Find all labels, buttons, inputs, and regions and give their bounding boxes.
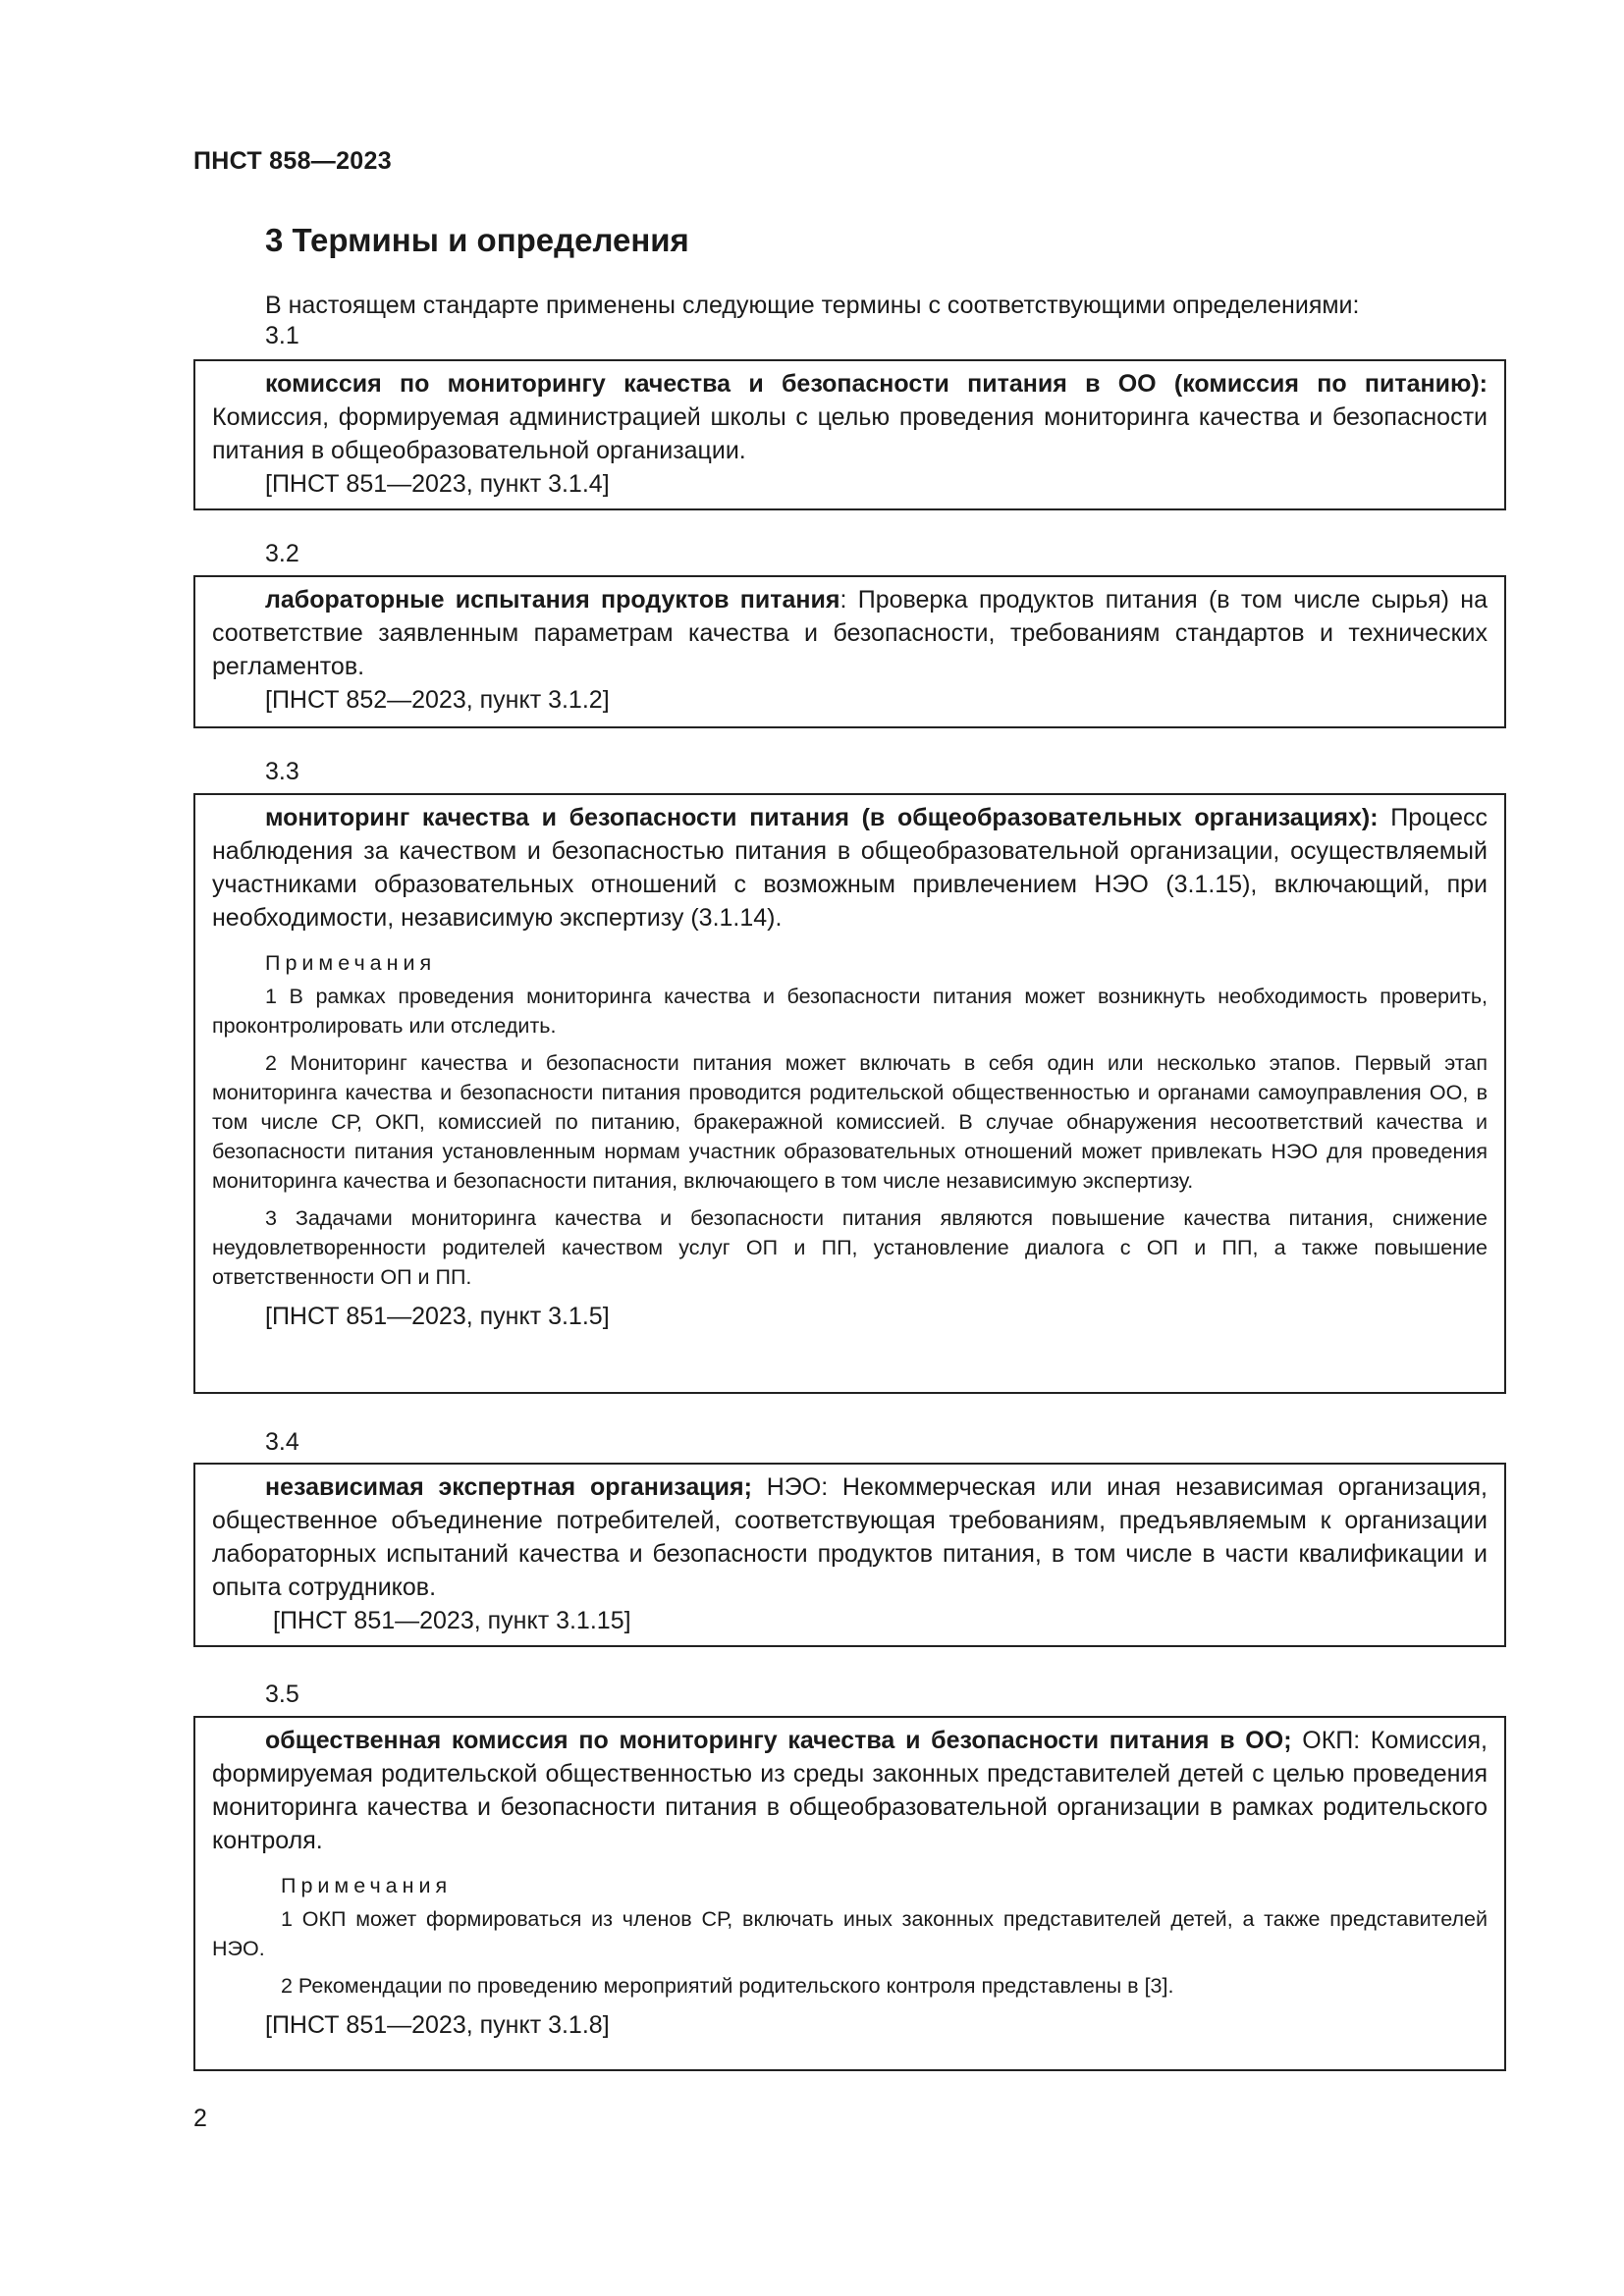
section-intro: В настоящем стандарте применены следующие термины с соответствующими определениями: xyxy=(265,292,1360,319)
note-item: 1 ОКП может формироваться из членов СР, включать иных законных представителей детей, а также представителей НЭО. xyxy=(212,1907,1488,1960)
term-name: независимая экспертная организация; xyxy=(265,1473,752,1501)
term-name: комиссия по мониторингу качества и безопасности питания в ОО (комиссия по питанию): xyxy=(265,370,1488,398)
term-source: [ПНСТ 851—2023, пункт 3.1.15] xyxy=(273,1607,631,1634)
term-definition: НЭО: Некоммерческая или иная независимая организация, общественное объединение потребителей, соответствующая требованиям, предъявляемым к организации лабораторных испытаний качества и безопасности продуктов питания, в том числе в части квалификации и опыта сотрудников. xyxy=(212,1473,1488,1601)
term-paragraph xyxy=(212,1724,1488,1857)
term-number: 3.2 xyxy=(265,540,299,567)
term-number: 3.1 xyxy=(265,322,299,349)
document-id: ПНСТ 858—2023 xyxy=(193,147,392,175)
term-box xyxy=(193,793,1506,1394)
section-title: 3 Термины и определения xyxy=(265,222,689,258)
term-box xyxy=(193,1716,1506,2071)
term-name: лабораторные испытания продуктов питания xyxy=(265,586,840,614)
note-item: 3 Задачами мониторинга качества и безопасности питания являются повышение качества питания, снижение неудовлетворенности родителей качеством услуг ОП и ПП, установление диалога с ОП и ПП, а также повышение ответственности ОП и ПП. xyxy=(212,1206,1488,1289)
term-name: мониторинг качества и безопасности питания (в общеобразовательных организациях): xyxy=(265,804,1379,831)
note-item: 2 Рекомендации по проведению мероприятий родительского контроля представлены в [3]. xyxy=(281,1974,1174,1998)
term-number: 3.4 xyxy=(265,1428,299,1456)
term-box xyxy=(193,359,1506,510)
term-paragraph xyxy=(212,367,1488,467)
term-number: 3.5 xyxy=(265,1681,299,1708)
term-definition: Процесс наблюдения за качеством и безопасностью питания в общеобразовательной организации, осуществляемый участниками образовательных отношений с возможным привлечением НЭО (3.1.15), включающий, при необходимости, независимую экспертизу (3.1.14). xyxy=(212,804,1488,932)
term-definition: Комиссия, формируемая администрацией школы с целью проведения мониторинга качества и безопасности питания в общеобразовательной организации. xyxy=(212,403,1488,464)
term-name: общественная комиссия по мониторингу качества и безопасности питания в ОО; xyxy=(265,1727,1292,1754)
note-item: 2 Мониторинг качества и безопасности питания может включать в себя один или несколько этапов. Первый этап мониторинга качества и безопасности питания проводится родительской общественностью и органами самоуправления ОО, в том числе СР, ОКП, комиссией по питанию, бракеражной комиссией. В случае обнаружения несоответствий качества и безопасности питания установленным нормам участник образовательных отношений может привлекать НЭО для проведения мониторинга качества и безопасности питания, включающего в том числе независимую экспертизу. xyxy=(212,1051,1488,1193)
notes-heading: Примечания xyxy=(281,1874,453,1897)
term-source: [ПНСТ 851—2023, пункт 3.1.8] xyxy=(265,2011,610,2039)
page-number: 2 xyxy=(193,2105,207,2132)
term-box xyxy=(193,575,1506,728)
term-definition: ОКП: Комиссия, формируемая родительской общественностью из среды законных представителей детей с целью проведения мониторинга качества и безопасности питания в общеобразовательной организации в рамках родительского контроля. xyxy=(212,1727,1488,1854)
term-paragraph xyxy=(212,583,1488,683)
term-number: 3.3 xyxy=(265,758,299,785)
term-source: [ПНСТ 852—2023, пункт 3.1.2] xyxy=(265,686,610,714)
term-definition: : Проверка продуктов питания (в том числе сырья) на соответствие заявленным параметрам качества и безопасности, требованиям стандартов и технических регламентов. xyxy=(212,586,1488,680)
term-paragraph xyxy=(212,801,1488,934)
note-item: 1 В рамках проведения мониторинга качества и безопасности питания может возникнуть необходимость проверить, проконтролировать или отследить. xyxy=(212,985,1488,1038)
term-box xyxy=(193,1463,1506,1647)
term-source: [ПНСТ 851—2023, пункт 3.1.4] xyxy=(265,470,610,498)
notes-heading: Примечания xyxy=(265,951,437,975)
term-paragraph xyxy=(212,1470,1488,1604)
term-source: [ПНСТ 851—2023, пункт 3.1.5] xyxy=(265,1303,610,1330)
